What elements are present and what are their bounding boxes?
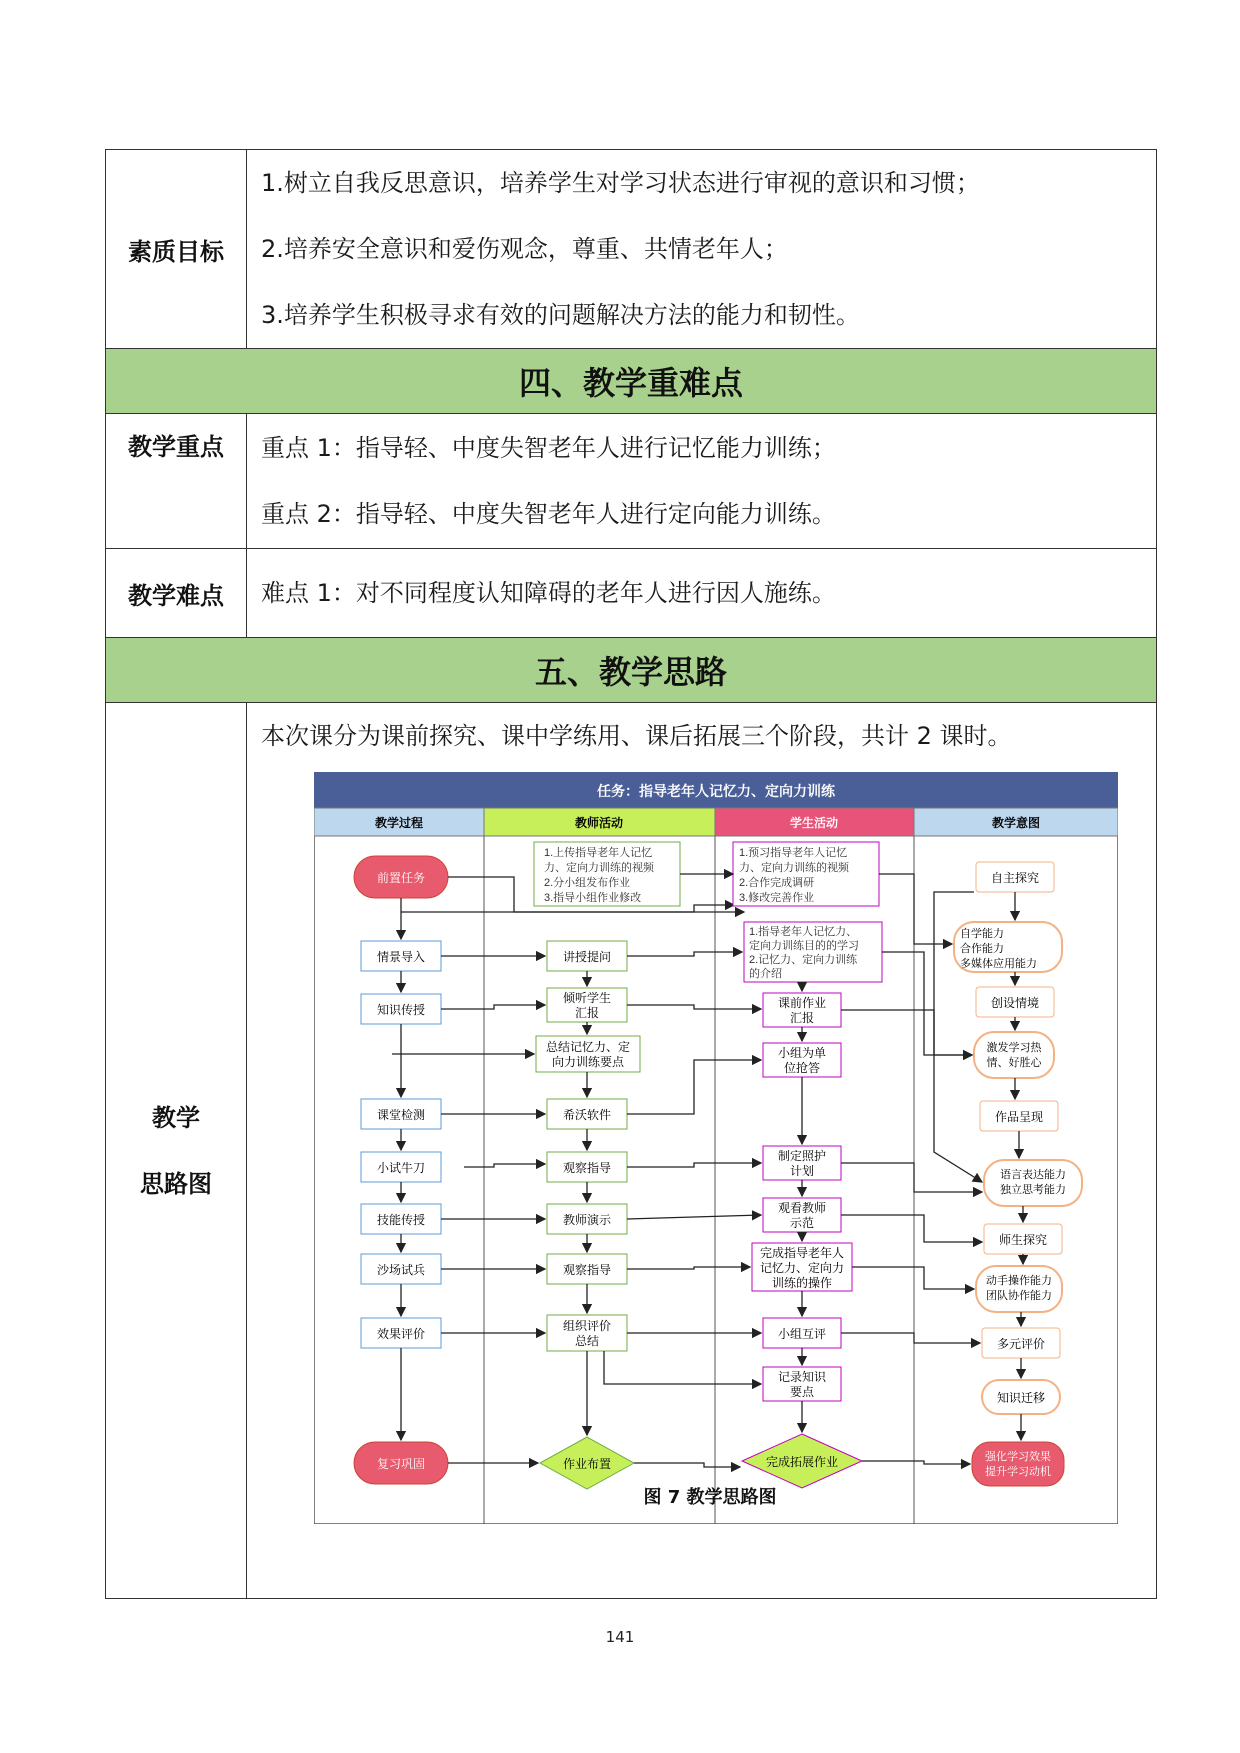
column-header: 教师活动 — [574, 816, 624, 830]
process-label: 课堂检测 — [376, 1108, 426, 1122]
student-label: 小组互评 — [777, 1327, 827, 1341]
teacher-pre-line: 3.指导小组作业修改 — [544, 892, 642, 904]
thinking-content — [247, 703, 1157, 1599]
column-header: 教学过程 — [374, 816, 424, 830]
student-homework-label: 完成拓展作业 — [765, 1455, 839, 1469]
process-label: 效果评价 — [376, 1327, 426, 1341]
figure-caption: 图 7 教学思路图 — [643, 1487, 777, 1508]
teacher-label: 向力训练要点 — [551, 1055, 625, 1069]
intent-label: 合作能力 — [960, 943, 1004, 955]
teacher-label: 教师演示 — [562, 1213, 612, 1227]
intent-label: 多元评价 — [996, 1337, 1046, 1351]
intent-label: 语言表达能力 — [1000, 1169, 1066, 1181]
difficulties-label: 教学难点 — [106, 549, 247, 638]
section-header-5: 五、教学思路 — [106, 638, 1157, 703]
figure-wrap — [261, 703, 1156, 1598]
student-learn-line: 2.记忆力、定向力训练 — [749, 954, 858, 966]
teacher-pre-line: 力、定向力训练的视频 — [544, 862, 654, 874]
teacher-label: 讲授提问 — [562, 950, 612, 964]
key-points-content — [247, 414, 1157, 549]
intent-label: 知识迁移 — [996, 1391, 1046, 1405]
student-pre-line: 3.修改完善作业 — [739, 892, 815, 904]
student-label: 计划 — [789, 1164, 815, 1178]
teacher-pre-line: 2.分小组发布作业 — [544, 877, 631, 889]
teacher-label: 总结 — [574, 1334, 600, 1348]
teacher-label: 观察指导 — [562, 1263, 612, 1277]
quality-goals-label: 素质目标 — [106, 150, 247, 349]
teacher-homework-label: 作业布置 — [562, 1457, 612, 1471]
thinking-label-line1: 教学 — [152, 1103, 200, 1132]
teacher-label: 组织评价 — [562, 1319, 612, 1333]
process-label: 复习巩固 — [376, 1457, 426, 1471]
student-label: 位抢答 — [783, 1061, 821, 1075]
quality-goal-item: 1.树立自我反思意识，培养学生对学习状态进行审视的意识和习惯； — [261, 169, 980, 197]
key-point-item: 重点 2：指导轻、中度失智老年人进行定向能力训练。 — [261, 500, 836, 528]
intent-label: 自主探究 — [990, 871, 1040, 885]
teacher-pre-line: 1.上传指导老年人记忆 — [544, 847, 653, 859]
diagram-title: 任务：指导老年人记忆力、定向力训练 — [597, 783, 835, 799]
quality-goal-item: 3.培养学生积极寻求有效的问题解决方法的能力和韧性。 — [261, 301, 860, 329]
column-header: 教学意图 — [991, 816, 1041, 830]
process-label: 情景导入 — [376, 950, 426, 964]
student-learn-line: 定向力训练目的的学习 — [749, 940, 859, 952]
student-label: 记忆力、定向力 — [759, 1261, 845, 1275]
intent-label: 多媒体应用能力 — [960, 958, 1037, 970]
intent-label: 情、好胜心 — [986, 1057, 1042, 1069]
thinking-intro: 本次课分为课前探究、课中学练用、课后拓展三个阶段，共计 2 课时。 — [261, 722, 1012, 750]
teaching-flow-diagram — [314, 772, 1118, 1524]
process-label: 知识传授 — [376, 1003, 426, 1017]
intent-label: 激发学习热 — [986, 1042, 1042, 1054]
column-header: 学生活动 — [789, 816, 839, 830]
intent-label: 师生探究 — [998, 1233, 1048, 1247]
student-label: 完成指导老年人 — [759, 1246, 845, 1260]
teacher-label: 希沃软件 — [562, 1108, 612, 1122]
quality-goal-item: 2.培养安全意识和爱伤观念，尊重、共情老年人； — [261, 235, 788, 263]
teacher-label: 倾听学生 — [562, 991, 612, 1005]
difficulties-content — [247, 549, 1157, 638]
student-label: 要点 — [789, 1385, 815, 1399]
intent-round — [974, 1032, 1054, 1078]
teacher-label: 汇报 — [574, 1006, 600, 1020]
thinking-label-line2: 思路图 — [140, 1169, 212, 1198]
process-label: 沙场试兵 — [376, 1263, 426, 1277]
section-header-4: 四、教学重难点 — [106, 349, 1157, 414]
intent-end — [972, 1442, 1064, 1486]
intent-label: 提升学习动机 — [985, 1466, 1051, 1478]
student-learn-line: 1.指导老年人记忆力、 — [749, 926, 858, 938]
quality-goals-content — [247, 150, 1157, 349]
process-label: 技能传授 — [376, 1213, 426, 1227]
student-pre-line: 1.预习指导老年人记忆 — [739, 847, 848, 859]
key-points-label-text: 教学重点 — [128, 433, 224, 461]
intent-label: 作品呈现 — [994, 1110, 1044, 1124]
intent-round — [984, 1160, 1082, 1206]
intent-label: 强化学习效果 — [985, 1451, 1051, 1463]
student-label: 训练的操作 — [771, 1276, 833, 1290]
student-label: 课前作业 — [777, 996, 827, 1010]
key-point-item: 重点 1：指导轻、中度失智老年人进行记忆能力训练； — [261, 434, 836, 462]
process-label: 前置任务 — [376, 871, 426, 885]
intent-label: 动手操作能力 — [986, 1275, 1052, 1287]
teacher-label: 观察指导 — [562, 1161, 612, 1175]
intent-label: 创设情境 — [990, 996, 1040, 1010]
lesson-plan-table — [105, 149, 1157, 1599]
difficulty-item: 难点 1：对不同程度认知障碍的老年人进行因人施练。 — [261, 579, 836, 607]
student-label: 观看教师 — [777, 1201, 827, 1215]
student-label: 记录知识 — [777, 1370, 827, 1384]
intent-label: 团队协作能力 — [986, 1290, 1052, 1302]
intent-round — [976, 1266, 1062, 1312]
student-label: 汇报 — [789, 1011, 815, 1025]
intent-label: 独立思考能力 — [1000, 1184, 1066, 1196]
student-label: 制定照护 — [777, 1149, 827, 1163]
student-pre-line: 力、定向力训练的视频 — [739, 862, 849, 874]
process-label: 小试牛刀 — [376, 1161, 426, 1175]
student-pre-line: 2.合作完成调研 — [739, 877, 815, 889]
student-learn-line: 的介绍 — [749, 968, 782, 980]
student-label: 示范 — [789, 1216, 815, 1230]
intent-label: 自学能力 — [960, 928, 1004, 940]
key-points-label — [106, 414, 247, 549]
student-label: 小组为单 — [777, 1046, 827, 1060]
thinking-label — [106, 703, 247, 1599]
page-number: 141 — [605, 1628, 635, 1646]
teacher-label: 总结记忆力、定 — [545, 1040, 631, 1054]
